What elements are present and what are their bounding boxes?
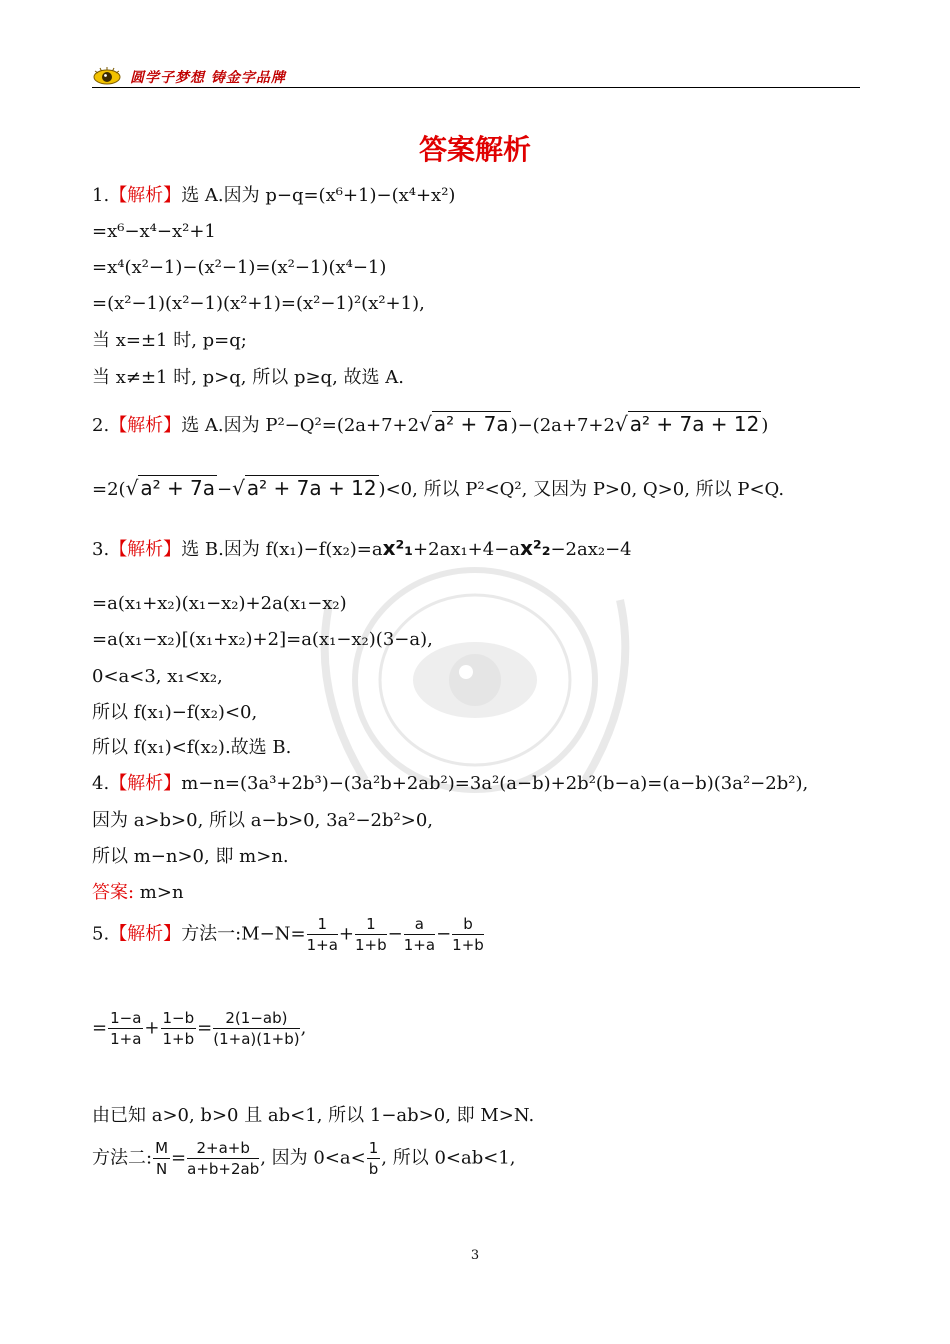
operator: + (338, 923, 355, 945)
q4-text-1: m−n=(3a³+2b³)−(3a²b+2ab²)=3a²(a−b)+2b²(b−a)=(a−b)(3a²−2b²), (181, 773, 809, 794)
q3-text-1: 选 B.因为 f(x₁)−f(x₂)=a (181, 539, 383, 560)
q5-line-3: 由已知 a>0, b>0 且 ab<1, 所以 1−ab>0, 即 M>N. (92, 1105, 535, 1126)
q1-line-3: =x⁴(x²−1)−(x²−1)=(x²−1)(x⁴−1) (92, 257, 387, 278)
header-divider (92, 87, 860, 88)
fraction (404, 914, 435, 955)
q4-line-3: 所以 m−n>0, 即 m>n. (92, 846, 289, 867)
q2-line-2 (92, 476, 784, 502)
q4-number: 4. (92, 773, 110, 794)
sqrt-2-radicand: a² + 7a + 12 (629, 412, 760, 436)
fraction-numerator: 1−a (110, 1009, 142, 1027)
q2-line-1 (92, 412, 768, 438)
q3-text-1e: −2ax₂−4 (550, 539, 632, 560)
q2-number: 2. (92, 415, 110, 436)
q3-text-1m: +2ax₁+4−a (413, 539, 521, 560)
fraction (187, 1138, 259, 1179)
fraction-numerator: 2+a+b (187, 1138, 259, 1159)
fraction-numerator: a (404, 914, 435, 935)
fraction-denominator: 1+b (452, 936, 484, 954)
q2-tag: 【解析】 (109, 415, 182, 436)
q1-line-1 (92, 184, 455, 208)
q3-line-5: 所以 f(x₁)−f(x₂)<0, (92, 702, 258, 723)
q2-text-2a: =2( (92, 479, 126, 500)
sqrt-2: √ a² + 7a + 12 (614, 412, 760, 436)
q1-line-2: =x⁶−x⁴−x²+1 (92, 221, 216, 242)
fraction-numerator: 1−b (162, 1009, 195, 1027)
fraction (355, 914, 387, 955)
page-title: 答案解析 (418, 133, 531, 166)
sqrt-4: √ a² + 7a + 12 (232, 476, 377, 500)
fraction (367, 1138, 381, 1179)
fraction-numerator: 2(1−ab) (213, 1008, 299, 1029)
q5-tag: 【解析】 (109, 923, 182, 945)
q3-x2-squared: x²₂ (520, 536, 551, 560)
operator: + (144, 1017, 160, 1039)
fraction-denominator: 1+a (110, 1030, 142, 1048)
operator: = (171, 1147, 187, 1169)
q5-number: 5. (92, 923, 110, 945)
q1-line-6: 当 x≠±1 时, p>q, 所以 p≥q, 故选 A. (92, 367, 404, 388)
fraction-denominator: 1+a (306, 936, 338, 954)
fraction-numerator: 1 (307, 914, 338, 935)
q1-line-5: 当 x=±1 时, p=q; (92, 330, 247, 351)
fraction-denominator: a+b+2ab (187, 1160, 260, 1178)
q5-text-h5: , 所以 0<ab<1, (381, 1147, 516, 1169)
sqrt-1: √ a² + 7a (419, 412, 509, 436)
q2-minus: − (217, 479, 233, 500)
q4-line-2: 因为 a>b>0, 所以 a−b>0, 3a²−2b²>0, (92, 810, 433, 831)
q3-line-3: =a(x₁−x₂)[(x₁+x₂)+2]=a(x₁−x₂)(3−a), (92, 629, 433, 650)
q5-line-2 (92, 1008, 306, 1049)
operator: − (387, 923, 403, 945)
header-slogan: 圆学子梦想 铸金字品牌 (130, 70, 286, 86)
q5-method1: 方法一:M−N= (181, 923, 306, 945)
operator: = (197, 1017, 213, 1039)
q3-line-6: 所以 f(x₁)<f(x₂).故选 B. (92, 737, 292, 758)
fraction (161, 1008, 197, 1049)
q4-tag: 【解析】 (109, 773, 182, 794)
fraction-numerator: 1 (368, 1139, 379, 1157)
comma: , (300, 1017, 307, 1039)
page-header (92, 64, 860, 88)
fraction (153, 1138, 170, 1179)
q4-line-1 (92, 772, 808, 796)
fraction-denominator: 1+b (162, 1030, 195, 1048)
answer-label: 答案: (92, 882, 135, 903)
fraction (108, 1008, 143, 1049)
operator: − (436, 923, 452, 945)
q3-number: 3. (92, 539, 110, 560)
fraction-denominator: 1+a (403, 936, 436, 954)
q1-number: 1. (92, 185, 110, 206)
fraction-numerator: M (155, 1139, 169, 1157)
q1-text-1: 选 A.因为 p−q=(x⁶+1)−(x⁴+x²) (181, 185, 456, 206)
q4-answer (92, 881, 184, 905)
q3-line-4: 0<a<3, x₁<x₂, (92, 666, 223, 687)
q1-tag: 【解析】 (109, 185, 182, 206)
sqrt-1-radicand: a² + 7a (433, 412, 509, 436)
q2-text-1a: 选 A.因为 P²−Q²=(2a+7+2 (181, 415, 420, 436)
q3-line-2: =a(x₁+x₂)(x₁−x₂)+2a(x₁−x₂) (92, 593, 347, 614)
q2-text-1c: ) (761, 415, 769, 436)
q2-text-1b: )−(2a+7+2 (510, 415, 615, 436)
fraction (213, 1008, 299, 1049)
q5-line-1 (92, 914, 485, 955)
fraction-denominator: (1+a)(1+b) (213, 1030, 300, 1048)
sqrt-3-radicand: a² + 7a (140, 476, 216, 500)
q1-line-4: =(x²−1)(x²−1)(x²+1)=(x²−1)²(x²+1), (92, 293, 425, 314)
q3-tag: 【解析】 (109, 539, 182, 560)
page-number: 3 (470, 1248, 480, 1263)
sqrt-3: √ a² + 7a (125, 476, 216, 500)
q2-text-2b: )<0, 所以 P²<Q², 又因为 P>0, Q>0, 所以 P<Q. (378, 479, 785, 500)
fraction-numerator: 1 (355, 914, 387, 935)
answer-value: m>n (134, 882, 184, 903)
eye-logo-icon (92, 66, 122, 86)
q5-line-4 (92, 1138, 516, 1179)
sqrt-4-radicand: a² + 7a + 12 (246, 476, 377, 500)
operator: = (92, 1017, 108, 1039)
fraction (452, 914, 484, 955)
fraction-denominator: 1+b (355, 936, 387, 954)
q5-method2: 方法二: (92, 1147, 153, 1169)
fraction (307, 914, 338, 955)
fraction-denominator: N (155, 1160, 168, 1178)
q5-text-h3: , 因为 0<a< (260, 1147, 366, 1169)
fraction-numerator: b (452, 914, 484, 935)
q3-x1-squared: x²₁ (382, 536, 414, 560)
q3-line-1 (92, 536, 632, 562)
fraction-denominator: b (368, 1160, 379, 1178)
